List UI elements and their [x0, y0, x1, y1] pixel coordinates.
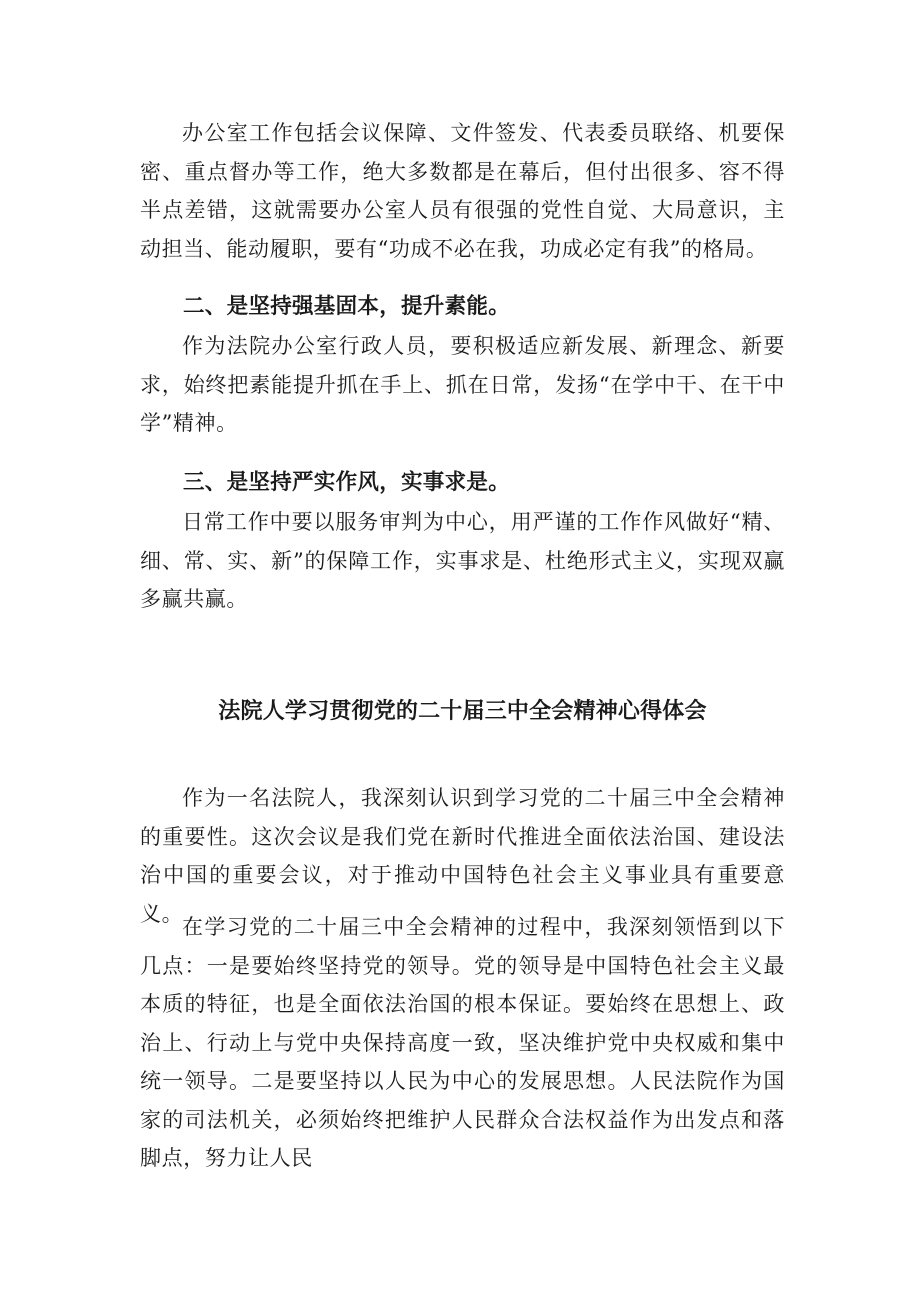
- body-paragraph: 日常工作中要以服务审判为中心，用严谨的工作作风做好“精、细、常、实、新”的保障工作，实事求是、杜绝形式主义，实现双赢多赢共赢。: [140, 510, 785, 611]
- body-paragraph: 作为法院办公室行政人员，要积极适应新发展、新理念、新要求，始终把素能提升抓在手上、抓在日常，发扬“在学中干、在干中学”精神。: [140, 334, 785, 435]
- body-paragraph: 办公室工作包括会议保障、文件签发、代表委员联络、机要保密、重点督办等工作，绝大多数都是在幕后，但付出很多、容不得半点差错，这就需要办公室人员有很强的党性自觉、大局意识，主动担当、能动履职，要有“功成不必在我，功成必定有我”的格局。: [140, 121, 785, 261]
- article-title: 法院人学习贯彻党的二十届三中全会精神心得体会: [218, 699, 707, 724]
- body-paragraph: 作为一名法院人，我深刻认识到学习党的二十届三中全会精神的重要性。这次会议是我们党在新时代推进全面依法治国、建设法治中国的重要会议，对于推动中国特色社会主义事业具有重要意义。: [140, 786, 785, 926]
- section-heading: 三、是坚持严实作风，实事求是。: [183, 470, 511, 495]
- section-heading: 二、是坚持强基固本，提升素能。: [183, 294, 511, 319]
- body-paragraph: 在学习党的二十届三中全会精神的过程中，我深刻领悟到以下几点：一是要始终坚持党的领导。党的领导是中国特色社会主义最本质的特征，也是全面依法治国的根本保证。要始终在思想上、政治上、行动上与党中央保持高度一致，坚决维护党中央权威和集中统一领导。二是要坚持以人民为中心的发展思想。人民法院作为国家的司法机关，必须始终把维护人民群众合法权益作为出发点和落脚点，努力让人民: [140, 915, 785, 1170]
